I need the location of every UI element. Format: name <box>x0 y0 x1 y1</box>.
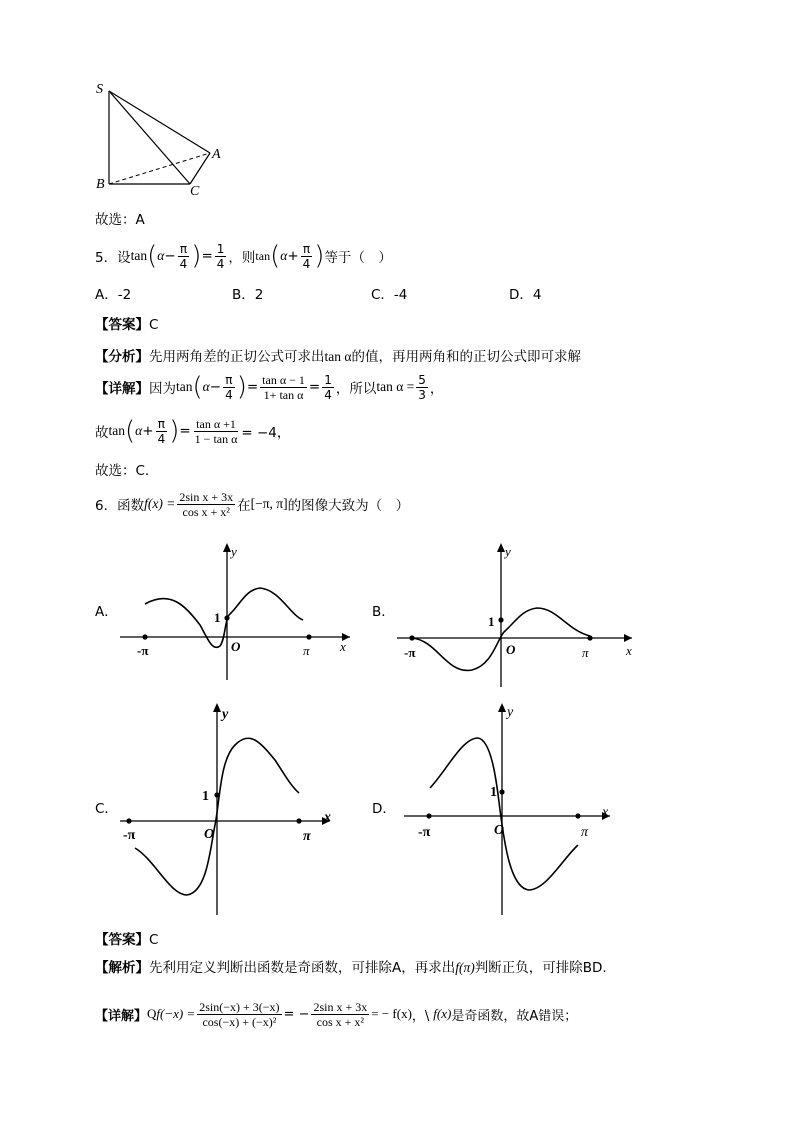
svg-text:x: x <box>324 810 331 825</box>
four-den2: 4 <box>216 256 225 271</box>
one-num: 1 <box>216 241 225 256</box>
svg-text:x: x <box>340 639 346 654</box>
q5-detail-line2: 故 tan ( α + $\frac{\pi}{4}$ ) = $\frac{\text{tan α +1}}{\text{1 − tan α}}$ = −4， <box>95 416 291 446</box>
graph-b <box>392 540 642 690</box>
svg-text:y: y <box>231 544 237 559</box>
graph-c-label: C． <box>95 801 118 817</box>
svg-text:π: π <box>582 645 589 660</box>
q5-analysis: 【分析】先用两角差的正切公式可求出tan α的值，再用两角和的正切公式即可求解 <box>95 349 581 365</box>
q5-option-d: D．4 <box>509 287 542 303</box>
svg-text:π: π <box>581 825 589 840</box>
svg-text:y: y <box>222 707 229 722</box>
eq-sym: = <box>201 248 213 264</box>
graph-d <box>392 700 622 920</box>
svg-text:1: 1 <box>202 789 209 804</box>
q4-answer: 故选：A <box>95 212 145 228</box>
svg-text:-π: -π <box>137 643 149 658</box>
vertex-b-label: B <box>96 177 105 192</box>
q5-option-b: B．2 <box>232 287 264 303</box>
svg-text:-π: -π <box>418 825 431 840</box>
four-den: 4 <box>179 256 188 271</box>
graph-d-label: D． <box>372 801 396 817</box>
svg-text:O: O <box>204 827 215 842</box>
pyramid-figure <box>92 78 232 198</box>
svg-text:x: x <box>602 805 609 820</box>
plus-sym: + <box>287 248 299 264</box>
q5-option-a: A．-2 <box>95 287 132 303</box>
svg-text:-π: -π <box>123 828 136 843</box>
tan-fn2: tan <box>255 248 271 263</box>
svg-text:1: 1 <box>214 610 221 625</box>
q5-final: 故选：C． <box>95 463 159 479</box>
q6-analysis: 【解析】先利用定义判断出函数是奇函数，可排除A，再求出f(π)判断正负，可排除BD. <box>95 960 607 976</box>
q6-detail: 【详解】 Q f(−x) = $\frac{2\sin(-x) + 3(-x)}{\text{cos(−x) + (−x)²}}$ = − $\frac{\text{2sin x + 3x}}{\text{cos x + x²}}$ = − f(x) ，\ f(x) 是奇函数，故A错误； <box>95 999 578 1029</box>
svg-text:y: y <box>507 705 514 720</box>
minus-sym: − <box>164 248 176 264</box>
q5-mid: ，则 <box>228 250 256 266</box>
svg-text:x: x <box>626 643 632 658</box>
graph-a-label: A． <box>95 604 118 620</box>
graph-a <box>115 540 360 685</box>
q5-detail-line1: 【详解】 因为 tan ( α − $\frac{\pi}{4}$ ) = $\frac{\text{tan α − 1}}{\text{1+ tan α}}$ = $\frac{1}{4}$ ，所以 tan α = $\frac{5}{3}$ ， <box>95 372 444 402</box>
pi-num2: π <box>302 241 311 256</box>
q6-answer: 【答案】C <box>95 932 159 948</box>
q5-prefix: 5．设 <box>95 250 131 266</box>
vertex-c-label: C <box>190 184 200 198</box>
graph-c <box>115 700 345 920</box>
q5-option-c: C．-4 <box>371 287 408 303</box>
svg-text:y: y <box>505 544 511 559</box>
svg-text:O: O <box>494 823 505 838</box>
svg-text:1: 1 <box>490 785 497 800</box>
q5-answer: 【答案】C <box>95 317 159 333</box>
vertex-s-label: S <box>96 82 103 97</box>
svg-text:O: O <box>506 642 516 657</box>
svg-text:O: O <box>231 639 241 654</box>
svg-text:-π: -π <box>404 645 416 660</box>
q5-stem: 5．设 tan ( α − $\frac{\pi}{4}$ ) = $\frac{1}{4}$ ，则 tan ( α + $\frac{\pi}{4}$ ) 等于（ ） <box>95 241 392 271</box>
four-den3: 4 <box>302 256 311 271</box>
alpha-sym2: α <box>280 248 288 263</box>
q5-suffix: 等于（ ） <box>324 250 392 266</box>
q6-stem: 6．函数 f(x) = $\frac{\text{2sin x + 3x}}{\text{cos x + x²}}$ 在 [−π, π] 的图像大致为（ ） <box>95 489 410 519</box>
svg-text:π: π <box>303 829 311 844</box>
tan-fn: tan <box>130 248 148 263</box>
graph-b-label: B． <box>372 604 395 620</box>
svg-text:π: π <box>303 643 310 658</box>
svg-text:1: 1 <box>488 614 495 629</box>
vertex-a-label: A <box>212 147 221 162</box>
pi-num: π <box>179 241 188 256</box>
alpha-sym: α <box>157 248 165 263</box>
